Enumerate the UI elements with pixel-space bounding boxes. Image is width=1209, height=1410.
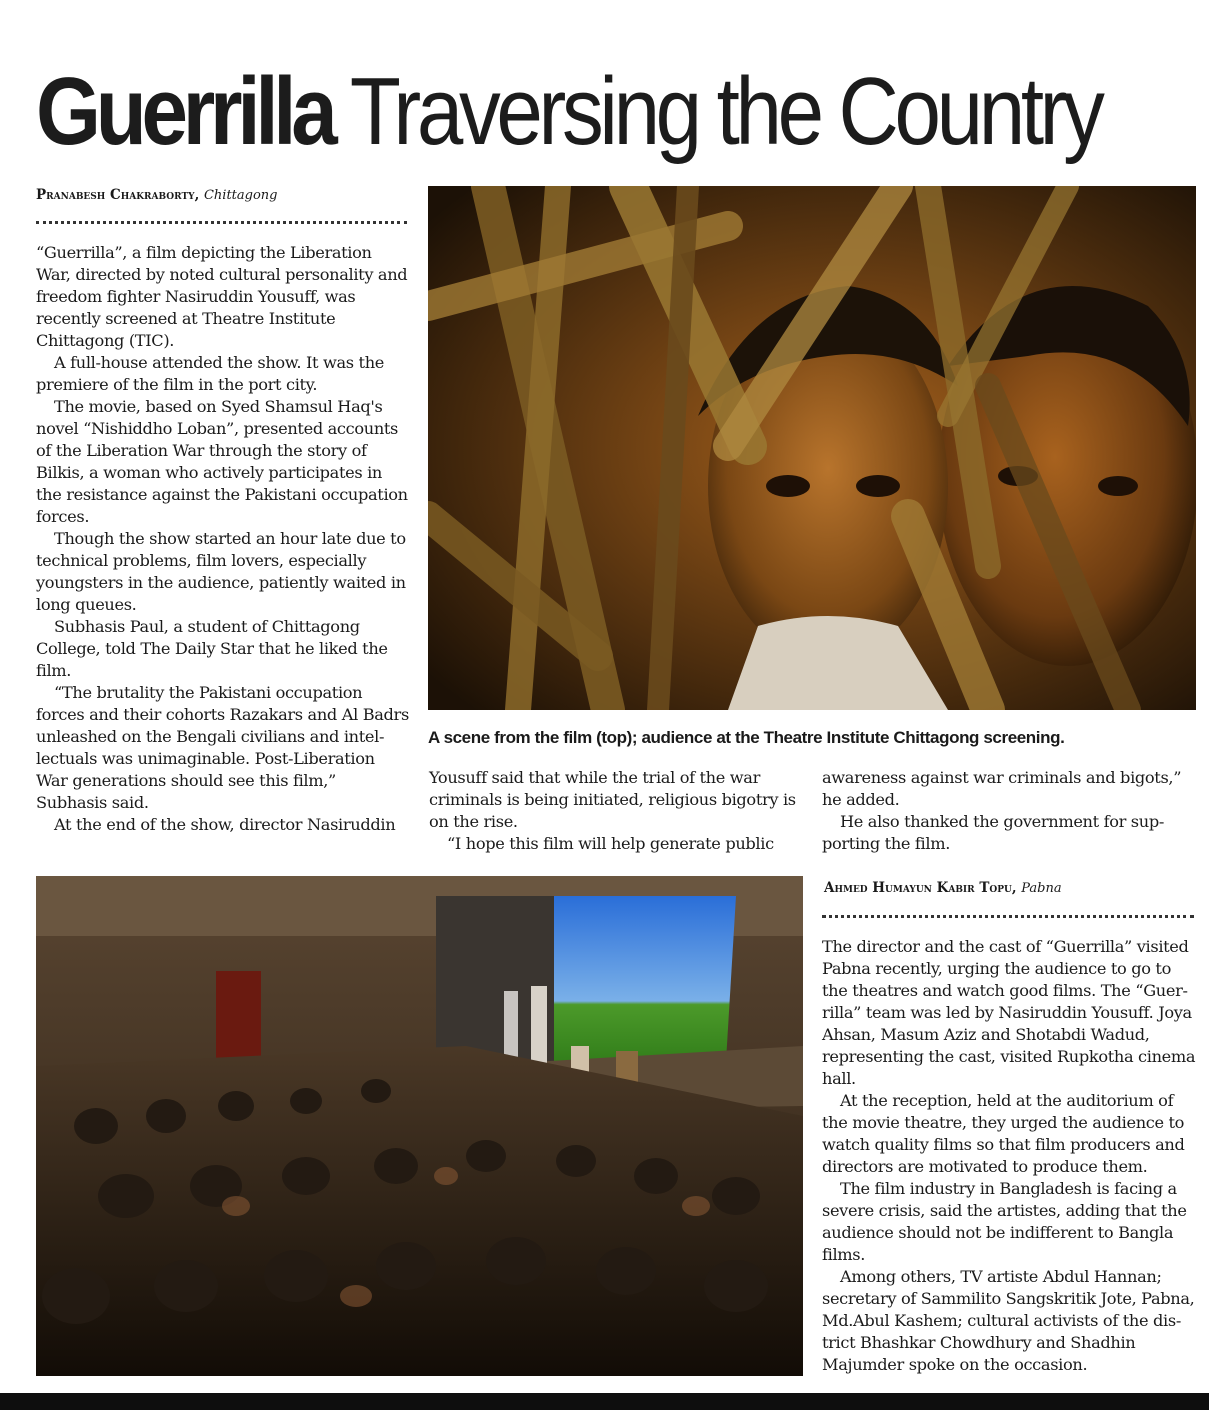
paragraph: He also thanked the government for sup-porting the film. — [822, 812, 1164, 853]
byline-story1 — [36, 187, 278, 203]
headline-bold: Guerrilla — [36, 58, 333, 165]
paragraph: A full-house attended the show. It was the premiere of the film in the port city. — [36, 353, 384, 394]
story1-column3 — [822, 767, 1194, 855]
paragraph: The director and the cast of “Guerrilla” visited Pabna recently, urging the audience to go to the theatres and watch good films. The “Guer-rilla” team was led by Nasiruddin Yousuff. Joya Ahsan, Masum Aziz and Shotabdi Wadud, representing the cast, visited Rupkotha cinema hall. — [822, 937, 1196, 1088]
headline — [36, 52, 1101, 172]
photo-caption: A scene from the film (top); audience at the Theatre Institute Chittagong screening. — [428, 728, 1065, 747]
byline-story2 — [824, 880, 1062, 896]
paragraph: “Guerrilla”, a film depicting the Liberation War, directed by noted cultural personality and freedom fighter Nasiruddin Yousuff, was recently screened at Theatre Institute Chittagong (TIC). — [36, 243, 408, 350]
paragraph: Yousuff said that while the trial of the war criminals is being initiated, religious bigotry is on the rise. — [429, 768, 796, 831]
paragraph: “I hope this film will help generate public — [447, 834, 774, 853]
paragraph: Among others, TV artiste Abdul Hannan; secretary of Sammilito Sangskritik Jote, Pabna, Md.Abul Kashem; cultural activists of the dis-trict Bhashkar Chowdhury and Shadhin Majumder spoke on the occasion. — [822, 1267, 1195, 1374]
story1-column2 — [429, 767, 801, 855]
story1-column1 — [36, 242, 409, 836]
audience-photo — [36, 876, 803, 1376]
paragraph: The film industry in Bangladesh is facing a severe crisis, said the artistes, adding that the audience should not be indifferent to Bangla films. — [822, 1179, 1187, 1264]
author-name: Pranabesh Chakraborty, — [36, 187, 200, 203]
story2-column — [822, 936, 1196, 1376]
paragraph: Though the show started an hour late due to technical problems, film lovers, especially youngsters in the audience, patiently waited in long queues. — [36, 529, 406, 614]
paragraph: awareness against war criminals and bigots,” he added. — [822, 768, 1182, 809]
paragraph: At the end of the show, director Nasiruddin — [54, 815, 396, 834]
page-footer-bar — [0, 1393, 1209, 1410]
paragraph: The movie, based on Syed Shamsul Haq's novel “Nishiddho Loban”, presented accounts of the Liberation War through the story of Bilkis, a woman who actively participates in the resistance against the Pakistani occupation forces. — [36, 397, 408, 526]
paragraph: At the reception, held at the auditorium of the movie theatre, they urged the audience to watch quality films so that film producers and directors are motivated to produce them. — [822, 1091, 1185, 1176]
film-scene-photo — [428, 186, 1196, 710]
dotted-divider — [36, 221, 407, 224]
headline-rest: Traversing the Country — [349, 58, 1101, 165]
dateline: Pabna — [1021, 881, 1062, 896]
author-name: Ahmed Humayun Kabir Topu, — [824, 880, 1017, 896]
paragraph: Subhasis Paul, a student of Chittagong College, told The Daily Star that he liked the film. — [36, 617, 388, 680]
dateline: Chittagong — [203, 188, 278, 203]
dotted-divider — [822, 915, 1194, 918]
paragraph: “The brutality the Pakistani occupation forces and their cohorts Razakars and Al Badrs unleashed on the Bengali civilians and intel-lectuals was unimaginable. Post-Liberation War generations should see this film,” Subhasis said. — [36, 683, 409, 812]
